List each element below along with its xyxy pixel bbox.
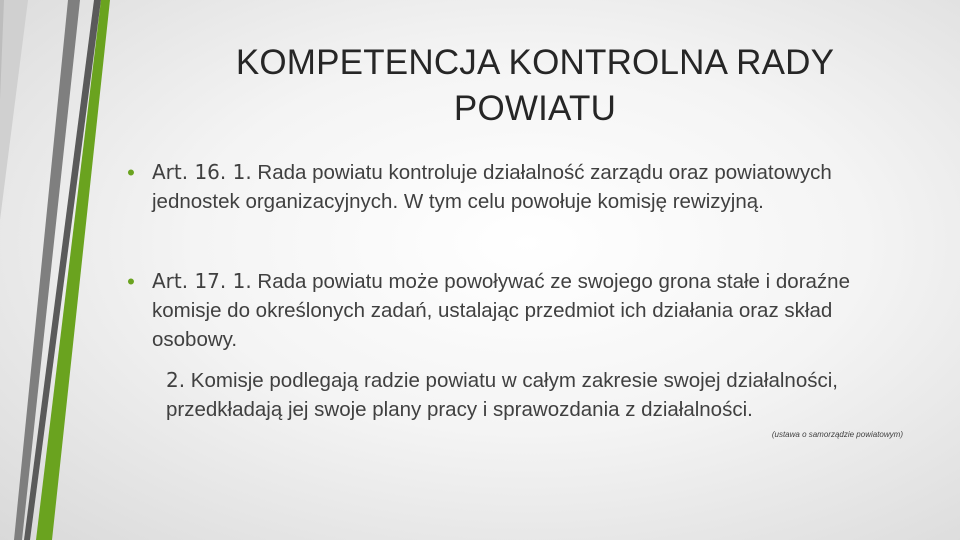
sub-paragraph-2	[166, 366, 906, 424]
bullet-art-17	[127, 267, 912, 354]
slide-title	[160, 40, 910, 132]
bullet-art-16	[127, 158, 912, 216]
stripe-dark-gray	[0, 0, 28, 220]
bullet-dot-icon: •	[127, 160, 135, 185]
sub-paragraph-number: 2.	[166, 368, 186, 392]
slide-title-line-2: POWIATU	[453, 89, 617, 128]
article-number: Art. 17. 1.	[152, 269, 252, 293]
slide-title-line-1: KOMPETENCJA KONTROLNA RADY	[235, 43, 835, 82]
article-text: Rada powiatu może powoływać ze swojego grona stałe i doraźne komisje do określonych zadań, ustalając przedmiot ich działania oraz skład osobowy.	[152, 270, 850, 351]
source-citation: (ustawa o samorządzie powiatowym)	[771, 430, 903, 439]
sub-paragraph-text: Komisje podlegają radzie powiatu w całym zakresie swojej działalności, przedkładają jej swoje plany pracy i sprawozdania z działalności.	[166, 369, 838, 421]
article-number: Art. 16. 1.	[152, 160, 252, 184]
bullet-dot-icon: •	[127, 269, 135, 294]
article-text: Rada powiatu kontroluje działalność zarządu oraz powiatowych jednostek organizacyjnych. W tym celu powołuje komisję rewizyjną.	[152, 161, 832, 213]
